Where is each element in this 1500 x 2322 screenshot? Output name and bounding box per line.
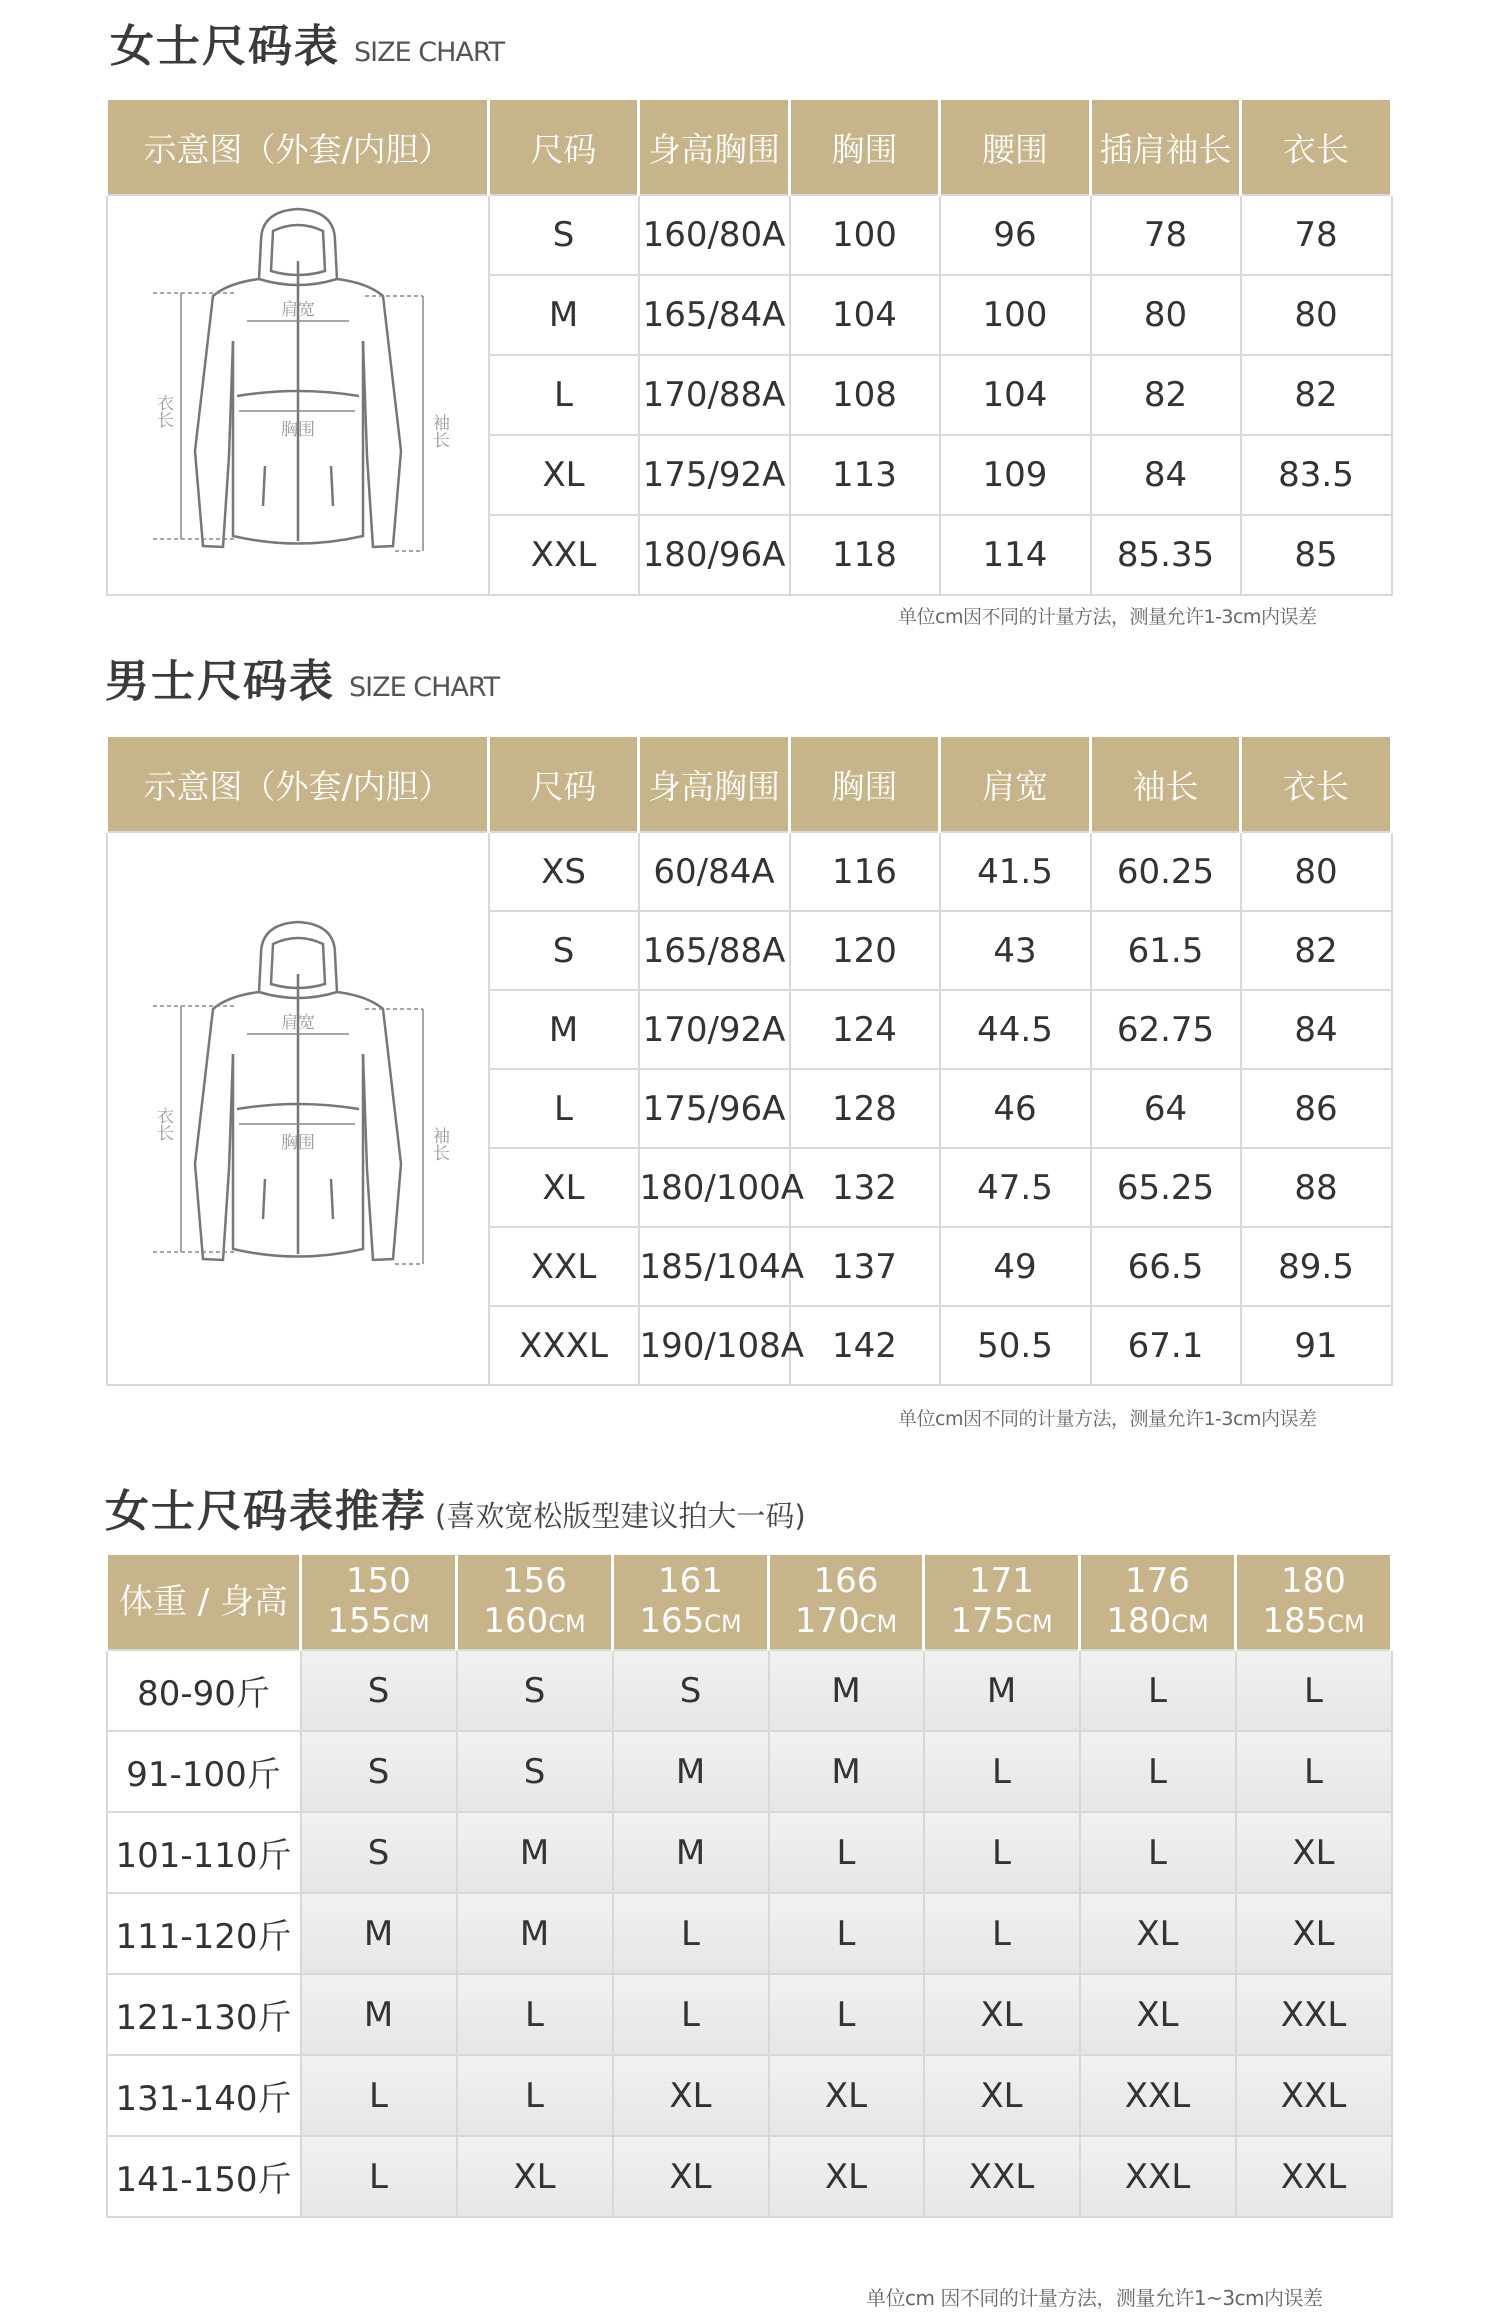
height-to: [302, 1601, 455, 1644]
diagram-length-label: 衣长: [152, 393, 173, 428]
women-header-row: [107, 100, 1392, 195]
cell: L: [1080, 1650, 1236, 1731]
men-header-size: 尺码: [489, 737, 639, 832]
cell: 88: [1241, 1148, 1392, 1227]
cell: 118: [790, 515, 940, 595]
women-title: [110, 10, 504, 74]
cell: 80: [1241, 275, 1392, 355]
cell: L: [924, 1893, 1080, 1974]
height-to-value: 175: [950, 1600, 1016, 1641]
height-unit: CM: [704, 1609, 742, 1638]
cell: M: [489, 990, 639, 1069]
cell: XL: [1080, 1893, 1236, 1974]
cell: 124: [790, 990, 940, 1069]
jacket-outline-icon: [133, 914, 463, 1294]
men-jacket-diagram: [107, 832, 489, 1385]
recommend-corner-header: 体重 / 身高: [107, 1555, 301, 1650]
cell: 116: [790, 832, 940, 911]
men-title-text: 男士尺码表: [105, 656, 335, 707]
table-row: [107, 1731, 1392, 1812]
cell: 96: [940, 195, 1091, 275]
cell: 160/80A: [639, 195, 790, 275]
cell: XXL: [1236, 1974, 1392, 2055]
cell: S: [489, 195, 639, 275]
cell: XL: [1236, 1893, 1392, 1974]
cell: 61.5: [1091, 911, 1241, 990]
height-unit: CM: [1171, 1609, 1209, 1638]
height-unit: CM: [1015, 1609, 1053, 1638]
cell: 89.5: [1241, 1227, 1392, 1306]
recommend-subtitle: (喜欢宽松版型建议拍大一码): [435, 1499, 806, 1533]
height-from: 176: [1125, 1560, 1190, 1601]
cell: 175/92A: [639, 435, 790, 515]
cell: 82: [1241, 355, 1392, 435]
cell: XL: [924, 2055, 1080, 2136]
cell: 43: [940, 911, 1091, 990]
women-header-height-chest: 身高胸围: [639, 100, 790, 195]
cell: 120: [790, 911, 940, 990]
height-to: [1237, 1601, 1390, 1644]
weight-label: 121-130斤: [107, 1974, 301, 2055]
cell: 82: [1091, 355, 1241, 435]
women-jacket-diagram: [107, 195, 489, 595]
cell: XXL: [1236, 2136, 1392, 2217]
women-header-diagram: 示意图（外套/内胆）: [107, 100, 489, 195]
cell: XL: [924, 1974, 1080, 2055]
table-row: [107, 1974, 1392, 2055]
recommend-table: [105, 1555, 1393, 2218]
cell: 50.5: [940, 1306, 1091, 1385]
cell: M: [301, 1893, 457, 1974]
cell: L: [489, 355, 639, 435]
height-to: [925, 1601, 1078, 1644]
height-unit: CM: [859, 1609, 898, 1638]
cell: 113: [790, 435, 940, 515]
height-col-header: [1080, 1555, 1236, 1650]
table-row: [107, 1650, 1392, 1731]
cell: S: [301, 1731, 457, 1812]
table-row: [107, 832, 1392, 911]
women-header-length: 衣长: [1241, 100, 1392, 195]
height-from: 166: [813, 1560, 879, 1601]
cell: 64: [1091, 1069, 1241, 1148]
height-to-value: 160: [483, 1600, 549, 1641]
men-header-diagram: 示意图（外套/内胆）: [107, 737, 489, 832]
diagram-sleeve-label: 袖长: [428, 413, 449, 448]
cell: 80: [1241, 832, 1392, 911]
height-col-header: [769, 1555, 924, 1650]
women-subtitle: SIZE CHART: [354, 37, 505, 68]
men-subtitle: SIZE CHART: [349, 672, 500, 703]
cell: XXL: [489, 515, 639, 595]
height-col-header: [613, 1555, 769, 1650]
table-row: [107, 2136, 1392, 2217]
height-col-header: [1236, 1555, 1392, 1650]
cell: 180/96A: [639, 515, 790, 595]
cell: 44.5: [940, 990, 1091, 1069]
height-to-value: 165: [639, 1600, 705, 1641]
height-unit: CM: [1327, 1609, 1365, 1638]
diagram-length-label: 衣长: [152, 1107, 173, 1141]
cell: 41.5: [940, 832, 1091, 911]
cell: 190/108A: [639, 1306, 790, 1385]
cell: M: [769, 1731, 924, 1812]
cell: 175/96A: [639, 1069, 790, 1148]
cell: 60/84A: [639, 832, 790, 911]
cell: XL: [769, 2136, 924, 2217]
cell: 100: [940, 275, 1091, 355]
diagram-sleeve-label: 袖长: [428, 1127, 449, 1161]
cell: 66.5: [1091, 1227, 1241, 1306]
cell: XL: [769, 2055, 924, 2136]
cell: 85.35: [1091, 515, 1241, 595]
cell: S: [489, 911, 639, 990]
cell: L: [457, 1974, 613, 2055]
recommend-header-row: [107, 1555, 1392, 1650]
height-to: [1081, 1601, 1234, 1644]
cell: 83.5: [1241, 435, 1392, 515]
diagram-chest-label: 胸围: [280, 1133, 315, 1153]
cell: L: [613, 1974, 769, 2055]
cell: 137: [790, 1227, 940, 1306]
cell: XL: [613, 2136, 769, 2217]
cell: M: [613, 1731, 769, 1812]
cell: M: [489, 275, 639, 355]
cell: 78: [1091, 195, 1241, 275]
cell: XL: [613, 2055, 769, 2136]
cell: 62.75: [1091, 990, 1241, 1069]
height-to: [458, 1601, 611, 1644]
cell: L: [769, 1974, 924, 2055]
diagram-chest-label: 胸围: [280, 419, 315, 440]
cell: 65.25: [1091, 1148, 1241, 1227]
women-header-chest: 胸围: [790, 100, 940, 195]
cell: 47.5: [940, 1148, 1091, 1227]
cell: L: [924, 1731, 1080, 1812]
cell: M: [457, 1812, 613, 1893]
cell: 170/92A: [639, 990, 790, 1069]
cell: S: [301, 1650, 457, 1731]
recommend-title-text: 女士尺码表推荐: [105, 1486, 427, 1537]
cell: 84: [1241, 990, 1392, 1069]
cell: L: [769, 1893, 924, 1974]
height-to-value: 155: [327, 1600, 393, 1641]
men-header-length: 衣长: [1241, 737, 1392, 832]
cell: 185/104A: [639, 1227, 790, 1306]
cell: 67.1: [1091, 1306, 1241, 1385]
height-from: 180: [1281, 1560, 1346, 1601]
cell: XXL: [1080, 2136, 1236, 2217]
cell: 60.25: [1091, 832, 1241, 911]
men-size-table: [105, 737, 1393, 1386]
men-title: [105, 645, 499, 709]
cell: 82: [1241, 911, 1392, 990]
women-header-size: 尺码: [489, 100, 639, 195]
table-row: [107, 1893, 1392, 1974]
cell: 180/100A: [639, 1148, 790, 1227]
cell: L: [489, 1069, 639, 1148]
cell: XXL: [1080, 2055, 1236, 2136]
height-from: 171: [969, 1560, 1034, 1601]
cell: 128: [790, 1069, 940, 1148]
weight-label: 141-150斤: [107, 2136, 301, 2217]
height-from: 161: [658, 1560, 723, 1601]
cell: XXL: [1236, 2055, 1392, 2136]
men-header-sleeve: 袖长: [1091, 737, 1241, 832]
cell: L: [457, 2055, 613, 2136]
cell: M: [301, 1974, 457, 2055]
height-to-value: 180: [1106, 1600, 1172, 1641]
table-row: [107, 1812, 1392, 1893]
cell: 100: [790, 195, 940, 275]
cell: 78: [1241, 195, 1392, 275]
cell: 108: [790, 355, 940, 435]
cell: XXL: [924, 2136, 1080, 2217]
cell: XL: [489, 435, 639, 515]
cell: XL: [1080, 1974, 1236, 2055]
cell: M: [613, 1812, 769, 1893]
cell: 91: [1241, 1306, 1392, 1385]
cell: XS: [489, 832, 639, 911]
cell: M: [924, 1650, 1080, 1731]
weight-label: 91-100斤: [107, 1731, 301, 1812]
cell: S: [457, 1731, 613, 1812]
cell: L: [1236, 1731, 1392, 1812]
cell: M: [457, 1893, 613, 1974]
cell: 84: [1091, 435, 1241, 515]
cell: 104: [940, 355, 1091, 435]
recommend-title: [105, 1475, 806, 1539]
table-row: [107, 2055, 1392, 2136]
cell: M: [769, 1650, 924, 1731]
cell: 80: [1091, 275, 1241, 355]
cell: S: [613, 1650, 769, 1731]
height-from: 156: [502, 1560, 567, 1601]
men-header-height-chest: 身高胸围: [639, 737, 790, 832]
cell: L: [301, 2136, 457, 2217]
cell: L: [1080, 1812, 1236, 1893]
cell: L: [613, 1893, 769, 1974]
cell: 86: [1241, 1069, 1392, 1148]
cell: L: [924, 1812, 1080, 1893]
table-row: [107, 195, 1392, 275]
height-to-value: 185: [1262, 1600, 1328, 1641]
cell: L: [769, 1812, 924, 1893]
cell: 165/88A: [639, 911, 790, 990]
women-note: 单位cm因不同的计量方法，测量允许1-3cm内误差: [898, 606, 1317, 628]
cell: S: [301, 1812, 457, 1893]
diagram-shoulder-label: 肩宽: [280, 299, 315, 320]
recommend-note: 单位cm 因不同的计量方法，测量允许1~3cm内误差: [866, 2286, 1323, 2310]
height-to-value: 170: [794, 1600, 860, 1641]
women-header-waist: 腰围: [940, 100, 1091, 195]
cell: L: [1236, 1650, 1392, 1731]
cell: XXXL: [489, 1306, 639, 1385]
jacket-outline-icon: [133, 201, 463, 581]
cell: 132: [790, 1148, 940, 1227]
men-header-chest: 胸围: [790, 737, 940, 832]
cell: XL: [1236, 1812, 1392, 1893]
men-header-shoulder: 肩宽: [940, 737, 1091, 832]
height-unit: CM: [392, 1609, 430, 1638]
diagram-shoulder-label: 肩宽: [280, 1013, 315, 1033]
cell: 85: [1241, 515, 1392, 595]
cell: L: [1080, 1731, 1236, 1812]
cell: 114: [940, 515, 1091, 595]
women-header-sleeve: 插肩袖长: [1091, 100, 1241, 195]
height-from: 150: [346, 1560, 411, 1601]
men-header-row: [107, 737, 1392, 832]
height-unit: CM: [548, 1609, 586, 1638]
height-to: [770, 1601, 922, 1644]
weight-label: 111-120斤: [107, 1893, 301, 1974]
women-size-table: [105, 100, 1393, 596]
cell: XXL: [489, 1227, 639, 1306]
men-note: 单位cm因不同的计量方法，测量允许1-3cm内误差: [898, 1408, 1317, 1430]
cell: 142: [790, 1306, 940, 1385]
cell: XL: [489, 1148, 639, 1227]
weight-label: 101-110斤: [107, 1812, 301, 1893]
cell: XL: [457, 2136, 613, 2217]
cell: 104: [790, 275, 940, 355]
height-col-header: [301, 1555, 457, 1650]
cell: 170/88A: [639, 355, 790, 435]
cell: 46: [940, 1069, 1091, 1148]
cell: L: [301, 2055, 457, 2136]
weight-label: 131-140斤: [107, 2055, 301, 2136]
cell: 49: [940, 1227, 1091, 1306]
women-title-text: 女士尺码表: [110, 21, 340, 72]
height-col-header: [924, 1555, 1080, 1650]
cell: 165/84A: [639, 275, 790, 355]
height-to: [614, 1601, 767, 1644]
cell: S: [457, 1650, 613, 1731]
cell: 109: [940, 435, 1091, 515]
weight-label: 80-90斤: [107, 1650, 301, 1731]
height-col-header: [457, 1555, 613, 1650]
